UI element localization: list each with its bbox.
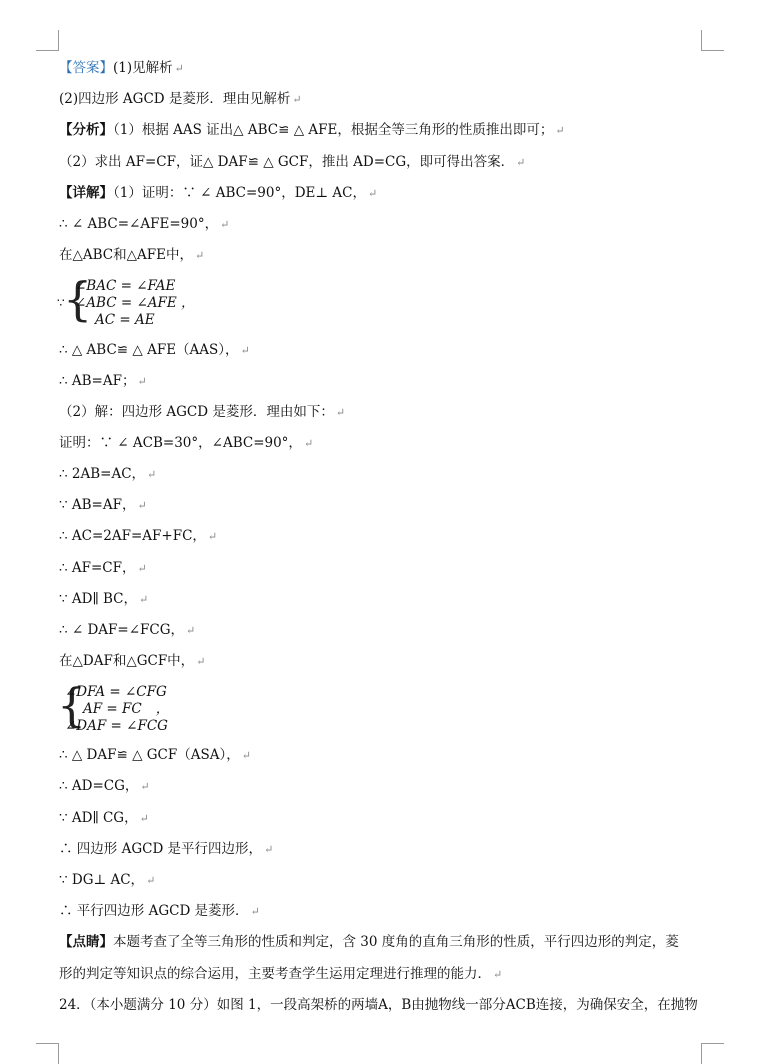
paragraph-mark-icon: ↵ [367, 187, 378, 200]
paragraph-mark-icon: ↵ [137, 562, 147, 575]
left-brace-icon: { [63, 272, 93, 326]
detail-line-19: ∵ DG⊥ AC， ↵ [59, 872, 156, 888]
paragraph-mark-icon: ↵ [174, 62, 184, 75]
paragraph-mark-icon: ↵ [137, 375, 147, 388]
crop-mark-top-right [701, 30, 724, 51]
paragraph-mark-icon: ↵ [196, 655, 206, 668]
detail-line-4: ∴ △ ABC≌ △ AFE（AAS）， ↵ [59, 342, 250, 358]
detail-line-7: 证明：∵ ∠ ACB=30°，∠ABC=90°， ↵ [59, 435, 314, 451]
paragraph-mark-icon: ↵ [303, 437, 314, 450]
paragraph-mark-icon: ↵ [186, 624, 196, 637]
paragraph-mark-icon: ↵ [292, 93, 302, 106]
analysis-line-2: （2）求出 AF=CF，证△ DAF≌ △ GCF，推出 AD=CG，即可得出答案． ↵ [59, 154, 526, 170]
paragraph-mark-icon: ↵ [146, 874, 156, 887]
paragraph-mark-icon: ↵ [147, 468, 157, 481]
analysis-line-1: 【分析】（1）根据 AAS 证出△ ABC≌ △ AFE，根据全等三角形的性质推出即可； ↵ [59, 122, 565, 138]
detail-line-14: 在△DAF和△GCF中， ↵ [59, 653, 206, 669]
answer-tag: 【答案】 [59, 60, 113, 76]
paragraph-mark-icon: ↵ [241, 749, 251, 762]
paragraph-mark-icon: ↵ [335, 406, 346, 419]
detail-line-3: 在△ABC和△AFE中， ↵ [59, 247, 205, 263]
detail-line-20: ∴ 平行四边形 AGCD 是菱形． ↵ [59, 903, 260, 919]
detail-line-5: ∴ AB=AF； ↵ [59, 373, 147, 389]
detail-line-6: （2）解：四边形 AGCD 是菱形．理由如下： ↵ [59, 404, 346, 420]
paragraph-mark-icon: ↵ [140, 780, 150, 793]
comment-tag: 【点睛】 [59, 934, 113, 950]
detail-line-12: ∵ AD∥ BC， ↵ [59, 591, 149, 607]
left-brace-icon: { [57, 678, 87, 732]
paragraph-mark-icon: ↵ [250, 905, 260, 918]
paragraph-mark-icon: ↵ [207, 530, 218, 543]
crop-mark-bottom-left [36, 1043, 59, 1064]
detail-line-11: ∴ AF=CF， ↵ [59, 560, 147, 576]
paragraph-mark-icon: ↵ [137, 499, 147, 512]
analysis-tag: 【分析】 [59, 122, 113, 138]
answer-line-1: 【答案】(1)见解析 ↵ [59, 60, 184, 76]
paragraph-mark-icon: ↵ [139, 812, 149, 825]
detail-tag: 【详解】 [59, 185, 113, 201]
detail-line-16: ∴ AD=CG， ↵ [59, 778, 150, 794]
comment-line-1: 【点睛】本题考查了全等三角形的性质和判定，含 30 度角的直角三角形的性质，平行四边形的判定，菱 [59, 934, 679, 950]
crop-mark-bottom-right [701, 1043, 724, 1064]
detail-line-9: ∵ AB=AF， ↵ [59, 497, 147, 513]
paragraph-mark-icon: ↵ [516, 156, 526, 169]
detail-line-10: ∴ AC=2AF=AF+FC， ↵ [59, 528, 218, 544]
paragraph-mark-icon: ↵ [493, 968, 503, 981]
paragraph-mark-icon: ↵ [555, 124, 565, 137]
detail-line-17: ∵ AD∥ CG， ↵ [59, 810, 149, 826]
detail-line-13: ∴ ∠ DAF=∠FCG， ↵ [59, 622, 196, 638]
paragraph-mark-icon: ↵ [240, 344, 250, 357]
paragraph-mark-icon: ↵ [220, 218, 230, 231]
crop-mark-top-left [36, 30, 59, 51]
paragraph-mark-icon: ↵ [138, 593, 149, 606]
equation-system-1: ∵ { ∠BAC = ∠FAE ∠ABC = ∠AFE ， AC = AE [57, 272, 195, 328]
equation-system-2: { ∠DFA = ∠CFG AF = FC ， ∠DAF = ∠FCG [57, 678, 170, 734]
detail-line-1: 【详解】（1）证明：∵ ∠ ABC=90°，DE⊥ AC， ↵ [59, 185, 378, 201]
answer-line-2: (2)四边形 AGCD 是菱形．理由见解析 ↵ [59, 91, 302, 107]
paragraph-mark-icon: ↵ [264, 843, 274, 856]
detail-line-15: ∴ △ DAF≌ △ GCF（ASA）， ↵ [59, 747, 251, 763]
comment-line-2: 形的判定等知识点的综合运用，主要考查学生运用定理进行推理的能力． ↵ [59, 966, 503, 982]
question-24-line: 24．（本小题满分 10 分）如图 1，一段高架桥的两墙A，B由抛物线一部分ACB连接，为确保安全，在抛物 [59, 997, 698, 1013]
paragraph-mark-icon: ↵ [195, 249, 205, 262]
detail-line-2: ∴ ∠ ABC=∠AFE=90°， ↵ [59, 216, 230, 232]
detail-line-8: ∴ 2AB=AC， ↵ [59, 466, 157, 482]
detail-line-18: ∴ 四边形 AGCD 是平行四边形， ↵ [59, 841, 274, 857]
